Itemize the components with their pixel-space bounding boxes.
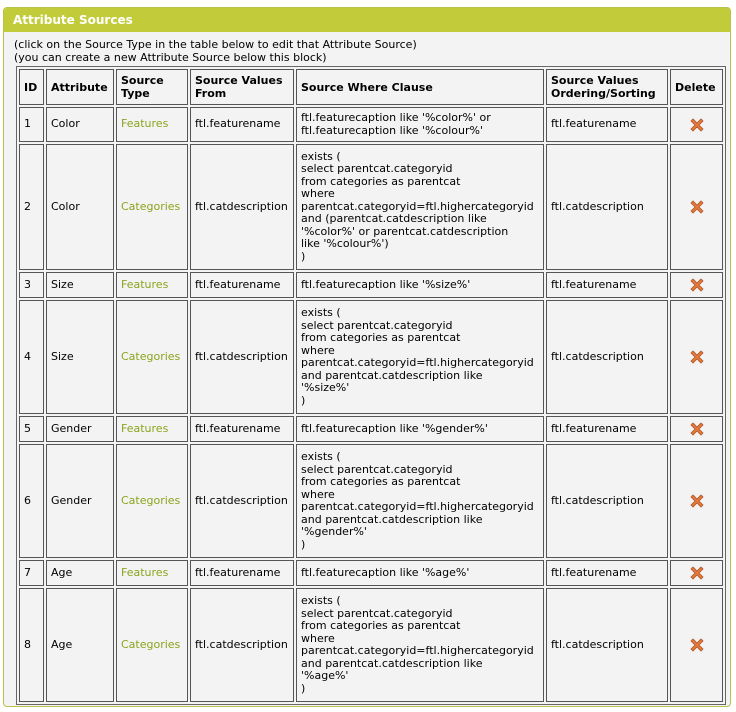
cell-source-type bbox=[116, 144, 188, 270]
cell-attribute: Gender bbox=[46, 444, 114, 558]
cell-values-from: ftl.catdescription bbox=[190, 300, 294, 414]
cell-where-clause: exists ( select parentcat.categoryid from categories as parentcat where parentcat.categoryid=ftl.highercategoryid and (parentcat.catdescription like '%color%' or parentcat.catdescription like '%colour%') ) bbox=[296, 144, 544, 270]
cell-ordering: ftl.catdescription bbox=[546, 444, 668, 558]
cell-where-clause: ftl.featurecaption like '%color%' or ftl.featurecaption like '%colour%' bbox=[296, 107, 544, 142]
header-ordering: Source Values Ordering/Sorting bbox=[546, 69, 668, 105]
cell-source-type bbox=[116, 272, 188, 298]
cell-id: 7 bbox=[19, 560, 44, 586]
cell-values-from: ftl.featurename bbox=[190, 560, 294, 586]
table-row bbox=[19, 560, 723, 586]
cell-attribute: Gender bbox=[46, 416, 114, 442]
cell-attribute: Color bbox=[46, 107, 114, 142]
attribute-sources-panel bbox=[3, 7, 731, 707]
table-row bbox=[19, 416, 723, 442]
cell-source-type bbox=[116, 588, 188, 702]
source-type-link[interactable]: Categories bbox=[121, 349, 181, 363]
source-type-link[interactable]: Categories bbox=[121, 199, 181, 213]
source-type-link[interactable]: Categories bbox=[121, 493, 181, 507]
delete-x-icon[interactable] bbox=[688, 348, 706, 366]
cell-values-from: ftl.catdescription bbox=[190, 444, 294, 558]
panel-title: Attribute Sources bbox=[4, 8, 730, 32]
cell-id: 1 bbox=[19, 107, 44, 142]
cell-delete bbox=[670, 300, 723, 414]
cell-id: 2 bbox=[19, 144, 44, 270]
delete-x-icon[interactable] bbox=[688, 492, 706, 510]
cell-delete bbox=[670, 444, 723, 558]
table-row bbox=[19, 588, 723, 702]
table-row bbox=[19, 300, 723, 414]
cell-values-from: ftl.catdescription bbox=[190, 588, 294, 702]
cell-ordering: ftl.featurename bbox=[546, 416, 668, 442]
cell-where-clause: ftl.featurecaption like '%size%' bbox=[296, 272, 544, 298]
cell-source-type bbox=[116, 560, 188, 586]
delete-x-icon[interactable] bbox=[688, 198, 706, 216]
delete-x-icon[interactable] bbox=[688, 116, 706, 134]
cell-source-type bbox=[116, 107, 188, 142]
delete-x-icon[interactable] bbox=[688, 564, 706, 582]
cell-ordering: ftl.featurename bbox=[546, 560, 668, 586]
cell-attribute: Age bbox=[46, 560, 114, 586]
source-type-link[interactable]: Features bbox=[121, 565, 169, 579]
table-row bbox=[19, 144, 723, 270]
cell-values-from: ftl.featurename bbox=[190, 272, 294, 298]
cell-attribute: Age bbox=[46, 588, 114, 702]
cell-delete bbox=[670, 107, 723, 142]
cell-id: 8 bbox=[19, 588, 44, 702]
cell-source-type bbox=[116, 444, 188, 558]
header-values-from: Source Values From bbox=[190, 69, 294, 105]
intro-text bbox=[14, 39, 417, 64]
source-type-link[interactable]: Categories bbox=[121, 637, 181, 651]
cell-id: 3 bbox=[19, 272, 44, 298]
cell-delete bbox=[670, 416, 723, 442]
table-row bbox=[19, 272, 723, 298]
header-delete: Delete bbox=[670, 69, 723, 105]
cell-attribute: Size bbox=[46, 272, 114, 298]
intro-line-1: (click on the Source Type in the table below to edit that Attribute Source) bbox=[14, 38, 417, 51]
header-id: ID bbox=[19, 69, 44, 105]
source-type-link[interactable]: Features bbox=[121, 277, 169, 291]
cell-ordering: ftl.catdescription bbox=[546, 144, 668, 270]
cell-where-clause: exists ( select parentcat.categoryid from categories as parentcat where parentcat.categoryid=ftl.highercategoryid and parentcat.catdescription like '%age%' ) bbox=[296, 588, 544, 702]
cell-delete bbox=[670, 588, 723, 702]
cell-attribute: Size bbox=[46, 300, 114, 414]
table-row bbox=[19, 107, 723, 142]
header-source-type: Source Type bbox=[116, 69, 188, 105]
cell-where-clause: exists ( select parentcat.categoryid from categories as parentcat where parentcat.categoryid=ftl.highercategoryid and parentcat.catdescription like '%gender%' ) bbox=[296, 444, 544, 558]
cell-where-clause: ftl.featurecaption like '%gender%' bbox=[296, 416, 544, 442]
cell-ordering: ftl.featurename bbox=[546, 272, 668, 298]
delete-x-icon[interactable] bbox=[688, 636, 706, 654]
cell-values-from: ftl.catdescription bbox=[190, 144, 294, 270]
cell-source-type bbox=[116, 300, 188, 414]
cell-where-clause: exists ( select parentcat.categoryid from categories as parentcat where parentcat.categoryid=ftl.highercategoryid and parentcat.catdescription like '%size%' ) bbox=[296, 300, 544, 414]
delete-x-icon[interactable] bbox=[688, 276, 706, 294]
intro-line-2: (you can create a new Attribute Source below this block) bbox=[14, 50, 327, 64]
cell-ordering: ftl.catdescription bbox=[546, 300, 668, 414]
cell-delete bbox=[670, 272, 723, 298]
cell-id: 4 bbox=[19, 300, 44, 414]
header-attribute: Attribute bbox=[46, 69, 114, 105]
source-type-link[interactable]: Features bbox=[121, 117, 169, 131]
cell-delete bbox=[670, 560, 723, 586]
attribute-sources-table bbox=[16, 66, 726, 705]
cell-id: 6 bbox=[19, 444, 44, 558]
cell-id: 5 bbox=[19, 416, 44, 442]
cell-source-type bbox=[116, 416, 188, 442]
cell-values-from: ftl.featurename bbox=[190, 416, 294, 442]
header-where-clause: Source Where Clause bbox=[296, 69, 544, 105]
cell-where-clause: ftl.featurecaption like '%age%' bbox=[296, 560, 544, 586]
table-row bbox=[19, 444, 723, 558]
cell-delete bbox=[670, 144, 723, 270]
source-type-link[interactable]: Features bbox=[121, 421, 169, 435]
cell-ordering: ftl.featurename bbox=[546, 107, 668, 142]
header-row bbox=[19, 69, 723, 105]
cell-ordering: ftl.catdescription bbox=[546, 588, 668, 702]
delete-x-icon[interactable] bbox=[688, 420, 706, 438]
cell-attribute: Color bbox=[46, 144, 114, 270]
cell-values-from: ftl.featurename bbox=[190, 107, 294, 142]
